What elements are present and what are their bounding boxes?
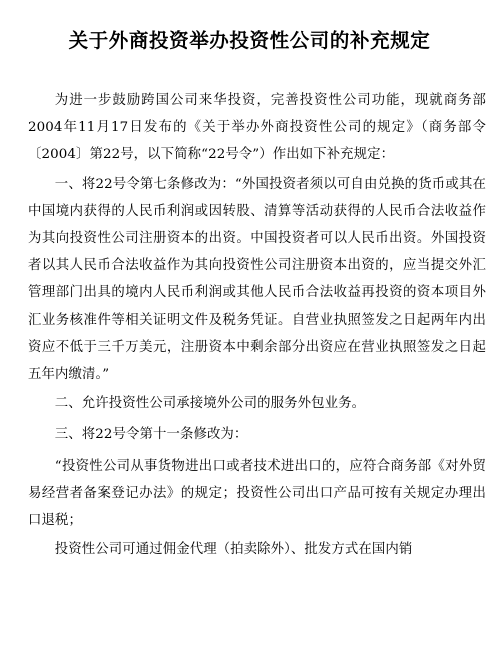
paragraph-article-3: 三、将22号令第十一条修改为：: [54, 427, 248, 443]
document-title: 关于外商投资举办投资性公司的补充规定: [68, 29, 431, 52]
paragraph-article-2: 二、允许投资性公司承接境外公司的服务外包业务。: [54, 396, 366, 412]
paragraph-article-1: 一、将22号令第七条修改为：“外国投资者须以可自由兑换的货币或其在中国境内获得的人民币利润或因转股、清算等活动获得的人民币合法收益作为其向投资性公司注册资本的出资。中国投资者可以人民币出资。外国投资者以其人民币合法收益作为其向投资性公司注册资本出资的，应当提交外汇管理部门出具的境内人民币利润或其他人民币合法收益再投资的资本项目外汇业务核准件等相关证明文件及税务凭证。自营业执照签发之日起两年内出资应不低于三千万美元，注册资本中剩余部分出资应在营业执照签发之日起五年内缴清。”: [28, 176, 486, 383]
paragraph-article-3-quote: “投资性公司从事货物进出口或者技术进出口的，应符合商务部《对外贸易经营者备案登记办法》的规定；投资性公司出口产品可按有关规定办理出口退税；: [28, 458, 486, 529]
paragraph-intro: 为进一步鼓励跨国公司来华投资，完善投资性公司功能，现就商务部2004年11月17日发布的《关于举办外商投资性公司的规定》（商务部令〔2004〕第22号，以下简称“22号令”）作出如下补充规定：: [28, 93, 486, 163]
paragraph-article-3-continued: 投资性公司可通过佣金代理（拍卖除外）、批发方式在国内销: [54, 542, 413, 558]
document-body: [28, 87, 486, 565]
